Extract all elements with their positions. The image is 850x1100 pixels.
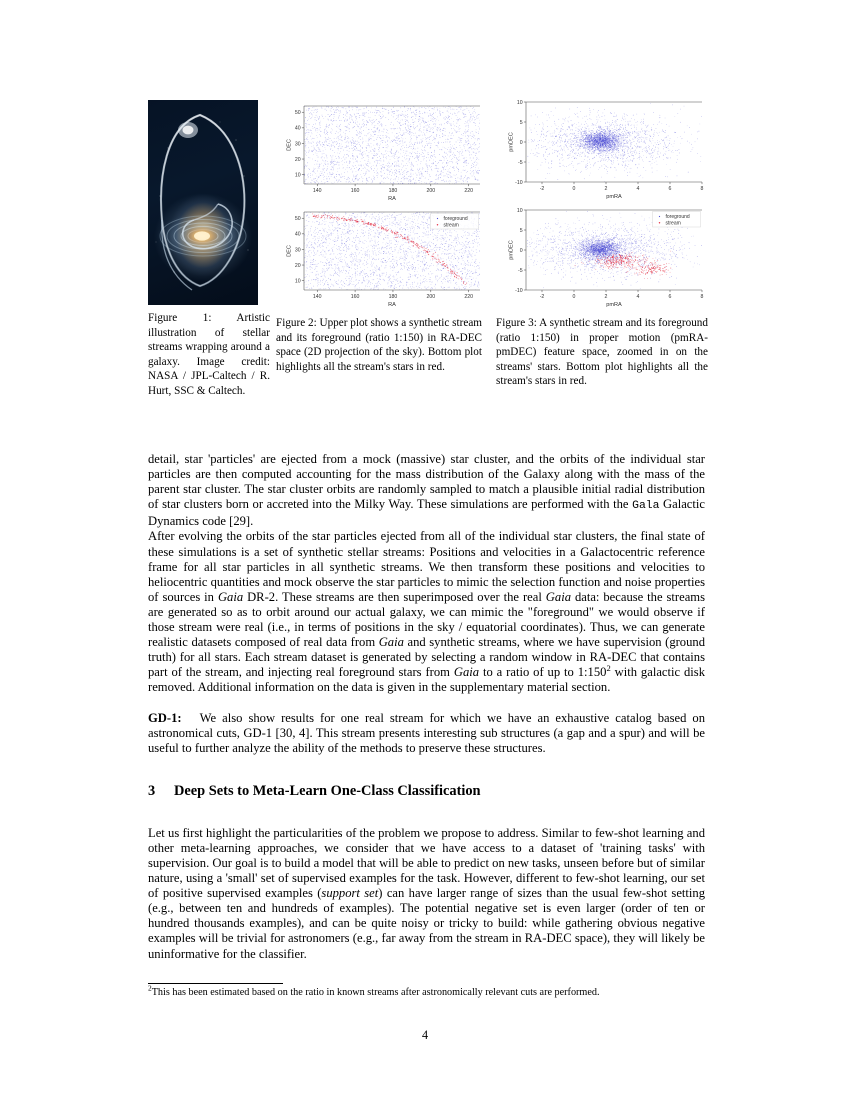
figure-1 xyxy=(148,100,270,399)
para2-part-c: data: because the streams are generated so as to orbit around our actual galaxy, we can mimic the "foreground" we would observe if those stream were real (i.e., in terms of positions in the sky / equatorial coordinates). Thus, we can generate realistic datasets composed of real data from xyxy=(148,589,705,650)
para2-part-b: DR-2. These streams are then superimposed over the real xyxy=(243,589,546,604)
para3-part-b: ) can have larger range of sizes than the usual few-shot setting (e.g., between ten and hundreds of examples). The potential negative set is even larger (order of ten or hundred thousands examples), and can be quite noisy or tricky to build: while gathering obvious negative examples will be trivial for astronomers (e.g., far away from the stream in RA-DEC space), they will likely be uninformative for the classifier. xyxy=(148,886,706,961)
gd1-label: GD-1: xyxy=(148,710,182,725)
para2-part-e: to a ratio of up to 1:150 xyxy=(479,665,607,680)
svg-text:220: 220 xyxy=(464,188,473,194)
footnote-marker: 2 xyxy=(148,983,152,993)
figure-3 xyxy=(496,96,710,389)
figure-3-plot xyxy=(496,96,710,312)
section-title: Deep Sets to Meta-Learn One-Class Classification xyxy=(174,782,481,799)
para3-part-a: Let us first highlight the particularities of the problem we propose to address. Similar to few-shot learning and other meta-learning approaches, we consider that we have access to a dataset of 'training tasks' with supervision. Our goal is to build a model that will be able to predict on new tasks, unseen before but of similar nature, using a 'small' set of supervised examples for the task. However, different to few-shot learning, our set of positive supervised examples ( xyxy=(148,825,705,901)
svg-text:DEC: DEC xyxy=(286,139,293,151)
galaxy-illustration-svg xyxy=(148,100,258,305)
section-number: 3 xyxy=(148,782,156,799)
svg-text:180: 180 xyxy=(388,188,398,194)
gaia-italic-4: Gaia xyxy=(453,665,480,680)
paragraph-gap-2 xyxy=(148,756,705,771)
paragraph-gap-4 xyxy=(148,800,705,815)
figure-2-plot xyxy=(276,100,488,312)
paragraph-gap-3 xyxy=(148,771,705,782)
para2-part-f: with galactic disk removed. Additional information on the data is given in the supplementary material section. xyxy=(148,665,705,695)
paragraph-gd1 xyxy=(148,711,705,756)
footnote-marker-inline: 2 xyxy=(606,663,611,674)
section-heading-3 xyxy=(148,782,705,800)
svg-text:200: 200 xyxy=(426,188,436,194)
paragraph-simulation-detail xyxy=(148,452,705,529)
figure-2-caption: Figure 2: Upper plot shows a synthetic stream and its foreground (ratio 1:150) in RA-DEC space (2D projection of the sky). Bottom plot highlights all the stream's stars in red. xyxy=(276,317,483,373)
svg-text:140: 140 xyxy=(312,188,322,194)
para2-part-a: After evolving the orbits of the star particles ejected from all of the individual star clusters, the final state of these simulations is a set of synthetic stellar streams: Positions and velocities in a Galactocentric reference frame for all star particles in all synthetic streams. We then transform these positions and velocities to heliocentric quantities and mock observe the star particles to mimic the selection function and noise properties of sources in xyxy=(148,529,705,604)
figure-row xyxy=(148,100,710,440)
para2-part-d: and synthetic streams, where we have supervision (ground truth) for all stars. Each stream dataset is generated by selecting a random window in RA-DEC that contains part of the stream, and injecting real foreground stars from xyxy=(148,635,705,680)
gala-code-name: Gala xyxy=(632,500,660,513)
gaia-italic-3: Gaia xyxy=(378,635,404,650)
para1-part-a: detail, star 'particles' are ejected from a mock (massive) star cluster, and the orbits of the individual star particles are then computed accounting for the mass distribution of the Galaxy along with the mass of the parent star cluster. The star cluster orbits are randomly sampled to match a plausible initial radial distribution of star clusters born or accreted into the Milky Way. These simulations are performed with the xyxy=(148,452,705,512)
svg-text:10: 10 xyxy=(294,172,301,179)
svg-text:30: 30 xyxy=(294,141,301,148)
paragraph-gap-5 xyxy=(148,815,705,826)
svg-text:RA: RA xyxy=(388,196,396,202)
footnote-text xyxy=(148,983,705,1000)
svg-text:160: 160 xyxy=(350,188,360,194)
footnote-rule xyxy=(148,983,283,984)
gd1-text: We also show results for one real stream for which we have an exhaustive catalog based on astronomical cuts, GD-1 [30, 4]. This stream presents interesting sub structures (a gap and a spur) and will be useful to further analyze the ability of the methods to preserve these structures. xyxy=(148,710,705,755)
paragraph-synthetic-streams xyxy=(148,529,705,695)
footnote-body: This has been estimated based on the ratio in known streams after astronomically relevant cuts are performed. xyxy=(151,987,600,998)
footnote-area xyxy=(148,983,705,1000)
paragraph-gap-1 xyxy=(148,696,705,711)
figure-3-caption: Figure 3: A synthetic stream and its foreground (ratio 1:150) in proper motion (pmRA-pmDEC) feature space, zoomed in on the streams' stars. Bottom plot highlights all the stream's stars in red. xyxy=(496,317,708,388)
galaxy-illustration-image xyxy=(148,100,258,305)
figure-2 xyxy=(276,100,488,374)
svg-text:40: 40 xyxy=(294,125,301,132)
body-text xyxy=(148,452,705,962)
gaia-italic-2: Gaia xyxy=(545,589,571,604)
svg-text:20: 20 xyxy=(294,156,301,163)
paragraph-problem-setting xyxy=(148,826,705,962)
support-set-italic: support set xyxy=(321,886,379,901)
page-number: 4 xyxy=(421,1028,429,1042)
para1-part-b: Galactic Dynamics code [29]. xyxy=(148,497,705,529)
gaia-italic-1: Gaia xyxy=(217,589,244,604)
figure-1-caption: Figure 1: Artistic illustration of stellar streams wrapping around a galaxy. Image credit: NASA / JPL-Caltech / R. Hurt, SSC & Caltech. xyxy=(148,312,270,397)
svg-text:50: 50 xyxy=(294,110,301,117)
